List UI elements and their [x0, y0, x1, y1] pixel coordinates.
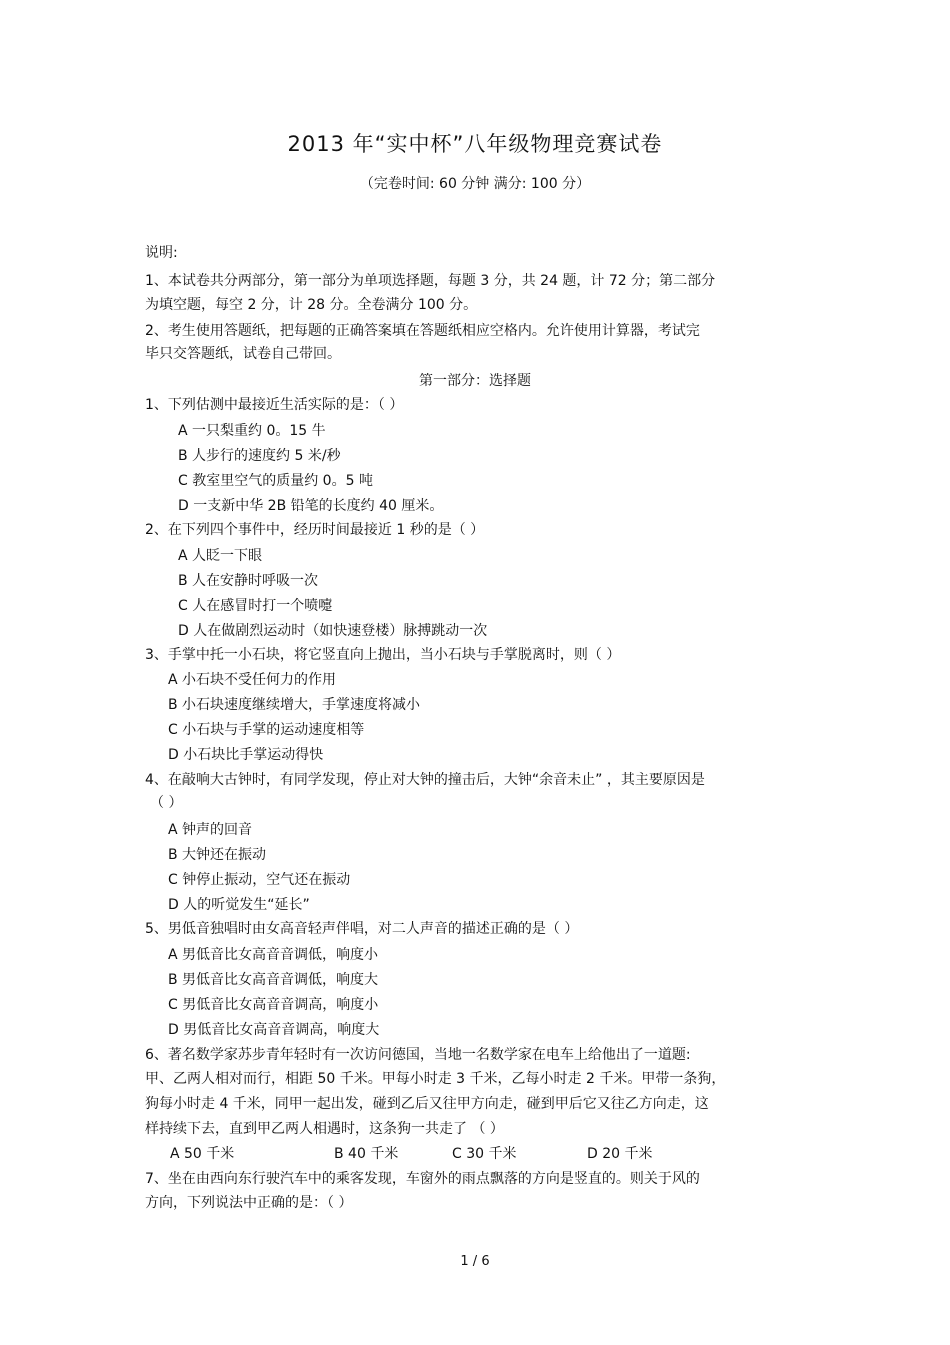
page-number: 1 / 6 [460, 1254, 490, 1269]
question-5-option-a: A 男低音比女高音音调低，响度小 [168, 947, 379, 963]
question-2-option-b: B 人在安静时呼吸一次 [178, 573, 319, 589]
question-2-option-a: A 人眨一下眼 [178, 548, 263, 564]
question-4-stem: 4、在敲响大古钟时，有同学发现，停止对大钟的撞击后，大钟“余音未止” ，其主要原因是 [145, 772, 705, 788]
notes-item2-line1: 2、考生使用答题纸，把每题的正确答案填在答题纸相应空格内。允许使用计算器，考试完 [145, 323, 700, 339]
question-7-line-2: 方向，下列说法中正确的是：（ ） [145, 1195, 353, 1211]
question-3-option-d: D 小石块比手掌运动得快 [168, 747, 324, 763]
question-5-option-c: C 男低音比女高音音调高，响度小 [168, 997, 379, 1013]
question-6-option-c: C 30 千米 [452, 1146, 517, 1162]
notes-item1-line1: 1、本试卷共分两部分，第一部分为单项选择题，每题 3 分，共 24 题，计 72 分；第二部分 [145, 273, 716, 289]
section-title: 第一部分：选择题 [419, 373, 531, 389]
question-1-option-b: B 人步行的速度约 5 米/秒 [178, 448, 341, 464]
exam-subtitle: （完卷时间: 60 分钟 满分: 100 分） [359, 176, 591, 192]
question-2-option-c: C 人在感冒时打一个喷嚏 [178, 598, 333, 614]
question-3-option-c: C 小石块与手掌的运动速度相等 [168, 722, 365, 738]
question-6-line-1: 6、著名数学家苏步青年轻时有一次访问德国，当地一名数学家在电车上给他出了一道题: [145, 1047, 691, 1063]
notes-item2-line2: 毕只交答题纸，试卷自己带回。 [145, 346, 341, 362]
question-4-stem-bracket: （ ） [150, 795, 183, 811]
question-4-option-a: A 钟声的回音 [168, 822, 253, 838]
question-2-stem: 2、在下列四个事件中，经历时间最接近 1 秒的是（ ） [145, 522, 485, 538]
exam-title: 2013 年“实中杯”八年级物理竞赛试卷 [287, 132, 663, 156]
question-4-option-b: B 大钟还在振动 [168, 847, 267, 863]
question-6-option-a: A 50 千米 [170, 1146, 235, 1162]
question-6-option-d: D 20 千米 [587, 1146, 653, 1162]
question-6-line-3: 狗每小时走 4 千米，同甲一起出发，碰到乙后又往甲方向走，碰到甲后它又往乙方向走，这 [145, 1096, 709, 1112]
question-5-option-b: B 男低音比女高音音调低，响度大 [168, 972, 379, 988]
question-3-option-b: B 小石块速度继续增大，手掌速度将减小 [168, 697, 421, 713]
question-4-option-d: D 人的听觉发生“延长” [168, 897, 310, 913]
question-1-option-c: C 教室里空气的质量约 0。5 吨 [178, 473, 373, 489]
notes-item1-line2: 为填空题，每空 2 分，计 28 分。全卷满分 100 分。 [145, 297, 478, 313]
question-1-option-a: A 一只梨重约 0。15 牛 [178, 423, 326, 439]
question-6-option-b: B 40 千米 [334, 1146, 399, 1162]
question-6-line-2: 甲、乙两人相对而行，相距 50 千米。甲每小时走 3 千米，乙每小时走 2 千米。甲带一条狗， [145, 1071, 726, 1087]
question-3-option-a: A 小石块不受任何力的作用 [168, 672, 337, 688]
question-7-line-1: 7、坐在由西向东行驶汽车中的乘客发现，车窗外的雨点飘落的方向是竖直的。则关于风的 [145, 1171, 700, 1187]
notes-heading: 说明: [145, 245, 178, 261]
question-3-stem: 3、手掌中托一小石块，将它竖直向上抛出，当小石块与手掌脱离时，则（ ） [145, 647, 621, 663]
question-1-option-d: D 一支新中华 2B 铅笔的长度约 40 厘米。 [178, 498, 444, 514]
question-5-stem: 5、男低音独唱时由女高音轻声伴唱，对二人声音的描述正确的是（ ） [145, 921, 579, 937]
question-4-option-c: C 钟停止振动，空气还在振动 [168, 872, 351, 888]
question-2-option-d: D 人在做剧烈运动时（如快速登楼）脉搏跳动一次 [178, 623, 488, 639]
question-5-option-d: D 男低音比女高音音调高，响度大 [168, 1022, 380, 1038]
question-6-line-4: 样持续下去，直到甲乙两人相遇时，这条狗一共走了 （ ） [145, 1121, 504, 1137]
question-1-stem: 1、下列估测中最接近生活实际的是：（ ） [145, 397, 404, 413]
